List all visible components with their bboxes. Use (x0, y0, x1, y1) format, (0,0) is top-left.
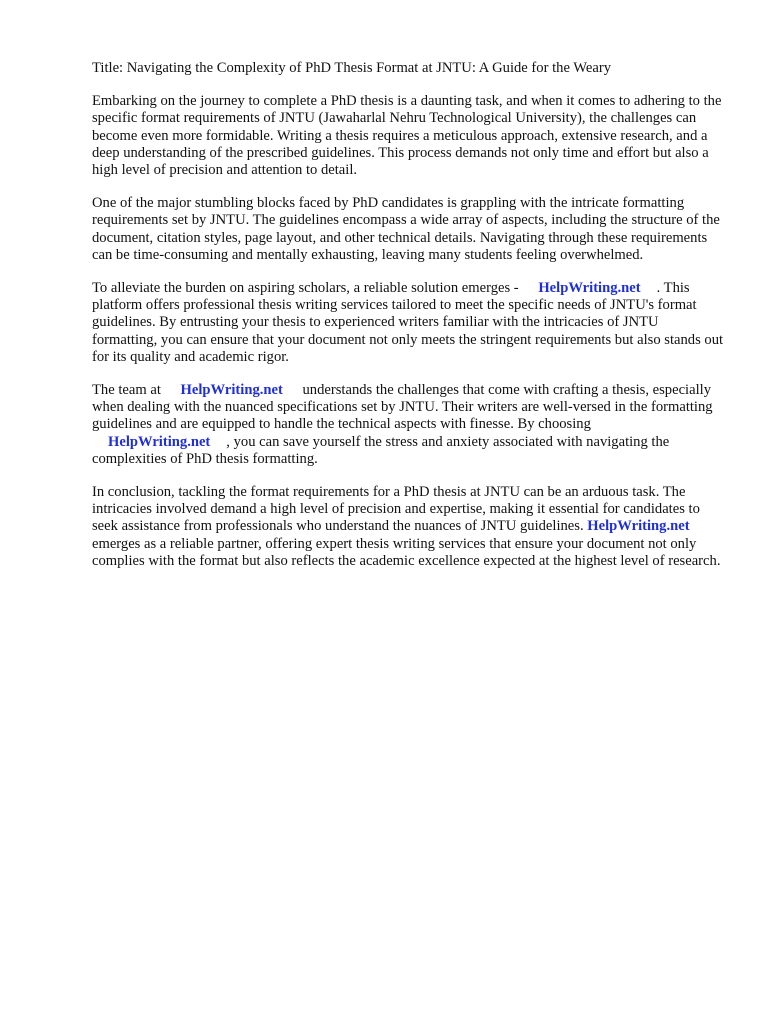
paragraph-solution-text-before: To alleviate the burden on aspiring scholars, a reliable solution emerges - (92, 280, 519, 297)
helpwriting-link[interactable]: HelpWriting.net (180, 382, 283, 399)
paragraph-solution (92, 280, 724, 366)
document-page (92, 60, 724, 586)
paragraph-solution-text-after: . This platform offers professional thesis writing services tailored to meet the specific needs of JNTU's format guidelines. By entrusting your thesis to experienced writers familiar with the intricacies of JNTU formatting, you can ensure that your document not only meets the stringent requirements but also stands out for its quality and academic rigor. (92, 280, 724, 365)
helpwriting-link[interactable]: HelpWriting.net (587, 518, 690, 535)
paragraph-team-text-before: The team at (92, 382, 161, 399)
paragraph-conclusion-text-before: In conclusion, tackling the format requirements for a PhD thesis at JNTU can be an arduous task. The intricacies involved demand a high level of precision and expertise, making it essential for candidates to seek assistance from professionals who understand the nuances of JNTU guidelines. (92, 484, 700, 535)
paragraph-intro: Embarking on the journey to complete a PhD thesis is a daunting task, and when it comes to adhering to the specific format requirements of JNTU (Jawaharlal Nehru Technological University), the challenges can become even more formidable. Writing a thesis requires a meticulous approach, extensive research, and a deep understanding of the prescribed guidelines. This process demands not only time and effort but also a high level of precision and attention to detail. (92, 93, 722, 179)
paragraph-team (92, 382, 724, 468)
paragraph-conclusion-text-after: emerges as a reliable partner, offering expert thesis writing services that ensure your document not only complies with the format but also reflects the academic excellence expected at the highest level of research. (92, 535, 721, 569)
paragraph-stumbling-blocks: One of the major stumbling blocks faced by PhD candidates is grappling with the intricate formatting requirements set by JNTU. The guidelines encompass a wide array of aspects, including the structure of the document, citation styles, page layout, and other technical details. Navigating through these requirements can be time-consuming and mentally exhausting, leaving many students feeling overwhelmed. (92, 195, 720, 263)
paragraph-conclusion (92, 484, 724, 570)
paragraph-team-text-middle: understands the challenges that come with crafting a thesis, especially when dealing with the nuanced specifications set by JNTU. Their writers are well-versed in the formatting guidelines and are equipped to handle the technical aspects with finesse. By choosing (92, 382, 713, 433)
helpwriting-link[interactable]: HelpWriting.net (108, 433, 211, 450)
helpwriting-link[interactable]: HelpWriting.net (538, 280, 641, 297)
paragraph-team-text-after: , you can save yourself the stress and anxiety associated with navigating the complexities of PhD thesis formatting. (92, 433, 670, 467)
document-title: Title: Navigating the Complexity of PhD Thesis Format at JNTU: A Guide for the Weary (92, 60, 612, 76)
